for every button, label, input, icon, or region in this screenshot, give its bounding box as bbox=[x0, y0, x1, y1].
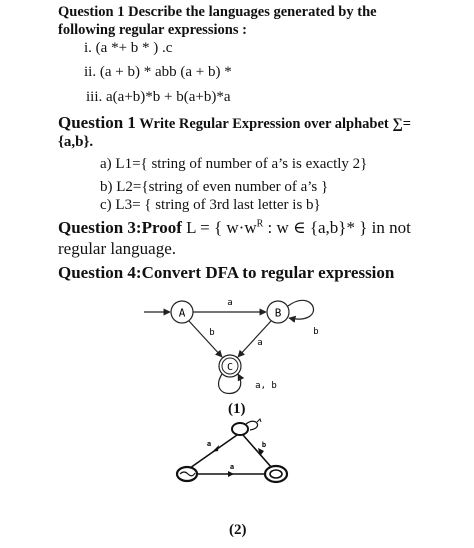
state-b-label: B bbox=[274, 306, 282, 320]
q1b-label: Question 1 bbox=[58, 113, 136, 132]
q1b-item-b: b) L2={string of even number of a’s } bbox=[100, 179, 329, 195]
q4-title: Question 4:Convert DFA to regular expression bbox=[58, 263, 395, 282]
edge-left-arrowhead bbox=[212, 445, 219, 452]
q3-line2: regular language. bbox=[58, 239, 176, 258]
q1-title-line1: Question 1 Describe the languages generated by the bbox=[58, 4, 377, 20]
dfa-2-caption: (2) bbox=[229, 522, 247, 538]
dfa-1-diagram bbox=[140, 290, 340, 400]
q1-item-iii: iii. a(a+b)*b + b(a+b)*a bbox=[86, 89, 231, 105]
edge-a-to-c-label: b bbox=[209, 328, 215, 338]
q1-item-i: i. (a *+ b * ) .c bbox=[84, 40, 173, 56]
q1b-text: Write Regular Expression over alphabet ∑= bbox=[135, 116, 411, 132]
edge-bottom-arrowhead bbox=[228, 471, 234, 477]
edge-a-to-c bbox=[189, 321, 222, 357]
q1b-item-c: c) L3= { string of 3rd last letter is b} bbox=[100, 197, 321, 213]
edge-b-to-c bbox=[238, 321, 271, 357]
q3-expr-pre: L = { w·w bbox=[181, 218, 257, 237]
q3-expr-post: : w ∈ {a,b}* } in not bbox=[263, 218, 411, 237]
edge-b-loop bbox=[288, 300, 314, 319]
edge-right bbox=[243, 435, 272, 468]
edge-a-to-b-label: a bbox=[227, 298, 233, 308]
edge-right-label: b bbox=[261, 441, 267, 449]
q3-line1 bbox=[58, 218, 411, 238]
q1b-heading bbox=[58, 113, 411, 133]
state-a-label: A bbox=[178, 306, 186, 320]
edge-c-loop-label: a, b bbox=[255, 381, 277, 391]
q1b-item-a: a) L1={ string of number of a’s is exactly 2} bbox=[100, 156, 368, 172]
state-bottom-right bbox=[265, 466, 287, 482]
state-c-label: C bbox=[226, 362, 234, 373]
q1-item-ii: ii. (a + b) * abb (a + b) * bbox=[84, 64, 232, 80]
edge-b-loop-label: b bbox=[313, 327, 319, 337]
edge-left-label: a bbox=[206, 440, 212, 448]
dfa-2-diagram bbox=[160, 418, 310, 486]
edge-bottom-label: a bbox=[229, 463, 235, 471]
q1b-line2: {a,b}. bbox=[58, 134, 94, 150]
dfa-1-caption: (1) bbox=[228, 401, 246, 417]
edge-b-to-c-label: a bbox=[257, 338, 263, 348]
state-top-loop-arrow bbox=[257, 419, 261, 422]
state-top bbox=[232, 423, 248, 435]
q3-label: Question 3:Proof bbox=[58, 218, 182, 237]
q1-title-line2: following regular expressions : bbox=[58, 22, 247, 38]
q3-expr-sup: R bbox=[256, 218, 264, 230]
